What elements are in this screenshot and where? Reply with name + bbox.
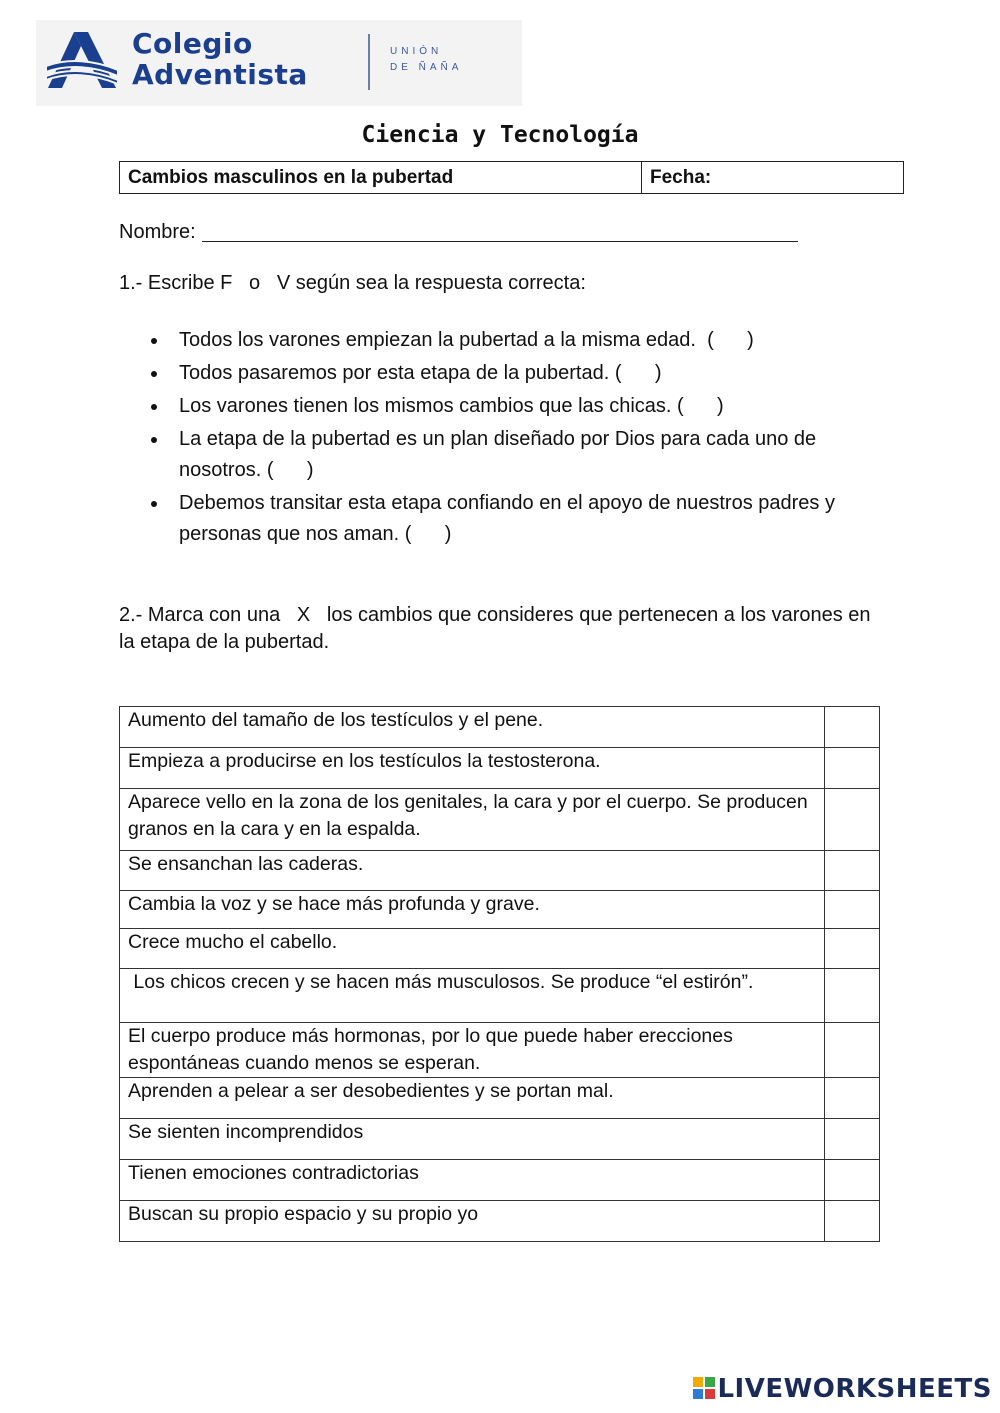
table-row [120, 1023, 880, 1078]
true-false-item[interactable]: Debemos transitar esta etapa confiando en el apoyo de nuestros padres y personas que nos aman. ( ) [119, 488, 899, 550]
name-blank-line[interactable] [202, 219, 798, 242]
info-table [119, 161, 904, 194]
mark-box[interactable] [825, 1201, 880, 1242]
change-text: Aprenden a pelear a ser desobedientes y se portan mal. [120, 1078, 825, 1119]
logo-subtitle [390, 44, 462, 76]
change-text: Cambia la voz y se hace más profunda y grave. [120, 891, 825, 929]
table-row [120, 969, 880, 1023]
table-row [120, 1160, 880, 1201]
question-1-prompt: 1.- Escribe F o V según sea la respuesta correcta: [119, 272, 586, 294]
mark-box[interactable] [825, 891, 880, 929]
logo-sub-line1: UNIÓN [390, 46, 443, 57]
true-false-item[interactable]: La etapa de la pubertad es un plan diseñado por Dios para cada uno de nosotros. ( ) [119, 424, 899, 486]
change-text: Los chicos crecen y se hacen más musculosos. Se produce “el estirón”. [120, 969, 825, 1023]
logo-name-line1: Colegio [132, 27, 253, 60]
change-text: Se ensanchan las caderas. [120, 851, 825, 891]
mark-box[interactable] [825, 789, 880, 851]
liveworksheets-watermark [693, 1374, 992, 1404]
logo-name-line2: Adventista [132, 58, 308, 91]
date-cell: Fecha: [642, 162, 904, 194]
logo-divider [368, 34, 370, 90]
change-text: Aumento del tamaño de los testículos y el pene. [120, 707, 825, 748]
true-false-item[interactable]: Los varones tienen los mismos cambios que las chicas. ( ) [119, 391, 899, 422]
table-row [120, 891, 880, 929]
true-false-item[interactable]: Todos pasaremos por esta etapa de la pubertad. ( ) [119, 358, 899, 389]
changes-table [119, 706, 880, 1242]
table-row [120, 748, 880, 789]
change-text: Buscan su propio espacio y su propio yo [120, 1201, 825, 1242]
name-label: Nombre: [119, 221, 196, 243]
adventist-logo-icon [44, 30, 120, 90]
change-text: Tienen emociones contradictorias [120, 1160, 825, 1201]
mark-box[interactable] [825, 748, 880, 789]
mark-box[interactable] [825, 707, 880, 748]
name-field [119, 219, 798, 244]
liveworksheets-icon [693, 1377, 715, 1399]
mark-box[interactable] [825, 851, 880, 891]
change-text: Empieza a producirse en los testículos la testosterona. [120, 748, 825, 789]
change-text: Se sienten incomprendidos [120, 1119, 825, 1160]
change-text: El cuerpo produce más hormonas, por lo que puede haber erecciones espontáneas cuando menos se esperan. [120, 1023, 825, 1078]
mark-box[interactable] [825, 1160, 880, 1201]
watermark-text: LIVEWORKSHEETS [717, 1374, 992, 1404]
question-2-prompt: 2.- Marca con una X los cambios que consideres que pertenecen a los varones en la etapa de la pubertad. [119, 604, 877, 653]
mark-box[interactable] [825, 1119, 880, 1160]
mark-box[interactable] [825, 1078, 880, 1119]
table-row [120, 1078, 880, 1119]
table-row [120, 851, 880, 891]
mark-box[interactable] [825, 929, 880, 969]
table-row [120, 789, 880, 851]
school-logo [36, 20, 522, 106]
mark-box[interactable] [825, 1023, 880, 1078]
page-title: Ciencia y Tecnología [361, 122, 639, 148]
change-text: Aparece vello en la zona de los genitales, la cara y por el cuerpo. Se producen granos en la cara y en la espalda. [120, 789, 825, 851]
change-text: Crece mucho el cabello. [120, 929, 825, 969]
true-false-item[interactable]: Todos los varones empiezan la pubertad a la misma edad. ( ) [119, 325, 899, 356]
table-row [120, 1201, 880, 1242]
logo-school-name [132, 28, 308, 90]
topic-cell: Cambios masculinos en la pubertad [120, 162, 642, 194]
table-row [120, 1119, 880, 1160]
mark-box[interactable] [825, 969, 880, 1023]
true-false-list [119, 325, 899, 552]
table-row [120, 707, 880, 748]
table-row [120, 929, 880, 969]
logo-sub-line2: DE ÑAÑA [390, 62, 463, 73]
